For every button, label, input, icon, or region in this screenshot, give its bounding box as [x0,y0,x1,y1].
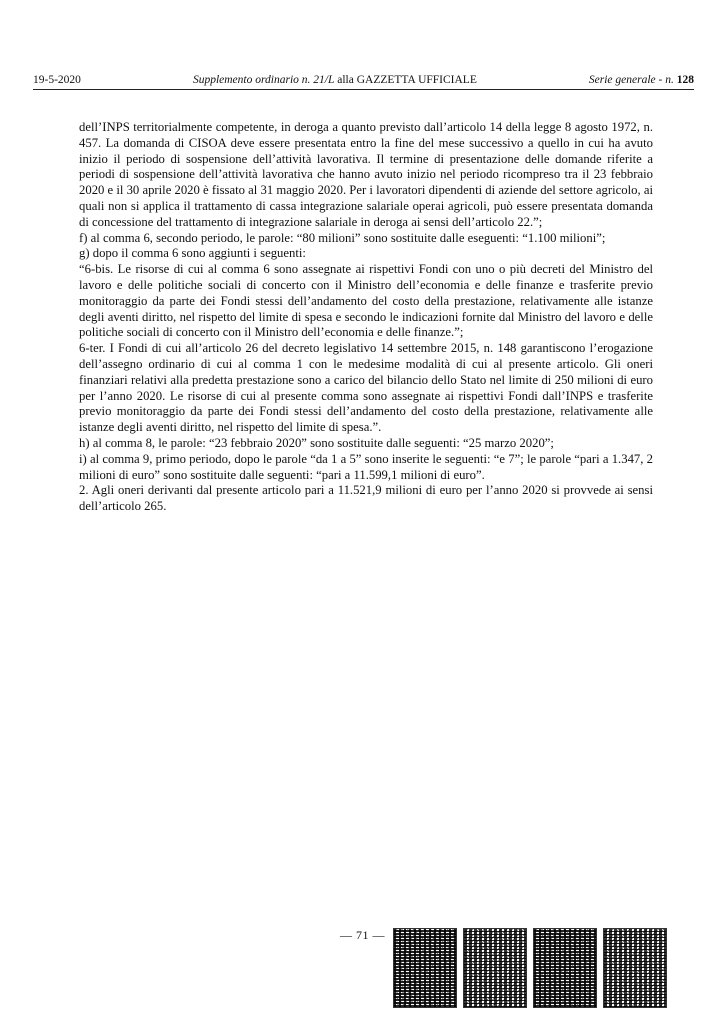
page-header [33,66,694,90]
header-gazette: alla GAZZETTA UFFICIALE [334,74,477,86]
header-gazette-title [193,74,477,86]
paragraph: g) dopo il comma 6 sono aggiunti i seguenti: [79,246,306,261]
document-body [79,120,653,515]
header-series [589,74,694,86]
header-supplement: Supplemento ordinario n. 21/L [192,74,335,86]
barcode-strip [393,928,667,1008]
paragraph: h) al comma 8, le parole: “23 febbraio 2020” sono sostituite dalle seguenti: “25 marzo 2020”; [79,435,554,450]
barcode-image [463,928,527,1008]
paragraph: i) al comma 9, primo periodo, dopo le parole “da 1 a 5” sono inserite le seguenti: “e 7”; le parole “pari a 1.347, 2 milioni di euro” sono sostituite dalle seguenti: “pari a 11.599,1 milioni di euro”. [79,451,653,482]
barcode-image [533,928,597,1008]
header-issue-number: 128 [676,74,694,86]
header-date: 19-5-2020 [33,74,81,86]
header-series-label: Serie generale - n. [588,74,677,86]
paragraph: “6-bis. Le risorse di cui al comma 6 sono assegnate ai rispettivi Fondi con uno o più decreti del Ministro del lavoro e delle politiche sociali di concerto con il Ministro dell’economia e delle finanze e trasferite previo monitoraggio da parte dei Fondi stessi dell’andamento del costo della prestazione, relativamente alle istanze degli aventi diritto, nel rispetto del limite di spesa e secondo le indicazioni fornite dal Ministro del lavoro e delle politiche sociali di concerto con il Ministro dell’economia e delle finanze.”; [79,262,653,340]
barcode-image [603,928,667,1008]
page-number: — 71 — [340,928,385,942]
paragraph: f) al comma 6, secondo periodo, le parole: “80 milioni” sono sostituite dalle eseguenti: “1.100 milioni”; [79,230,606,245]
paragraph: 6-ter. I Fondi di cui all’articolo 26 del decreto legislativo 14 settembre 2015, n. 148 garantiscono l’erogazione dell’assegno ordinario di cui al comma 1 con le medesime modalità di cui al presente articolo. Gli oneri finanziari relativi alla predetta prestazione sono a carico del bilancio dello Stato nel limite di 250 milioni di euro per l’anno 2020. Le risorse di cui al presente comma sono assegnate ai rispettivi Fondi dall’INPS e trasferite previo monitoraggio da parte dei Fondi stessi dell’andamento del costo della prestazione, relativamente alle istanze degli aventi diritto, nel rispetto del limite di spesa.”. [79,341,653,435]
paragraph: dell’INPS territorialmente competente, in deroga a quanto previsto dall’articolo 14 della legge 8 agosto 1972, n. 457. La domanda di CISOA deve essere presentata entro la fine del mese successivo a quello in cui ha avuto inizio il periodo di sospensione dell’attività lavorativa. Il termine di presentazione delle domande riferite a periodi di sospensione dell’attività lavorativa che hanno avuto inizio nel periodo ricompreso tra il 23 febbraio 2020 e il 30 aprile 2020 è fissato al 31 maggio 2020. Per i lavoratori dipendenti di aziende del settore agricolo, ai quali non si applica il trattamento di cassa integrazione salariale operai agricoli, può essere presentata domanda di concessione del trattamento di integrazione salariale in deroga ai sensi dell’articolo 22.”; [79,120,653,229]
barcode-image [393,928,457,1008]
paragraph: 2. Agli oneri derivanti dal presente articolo pari a 11.521,9 milioni di euro per l’anno 2020 si provvede ai sensi dell’articolo 265. [79,483,653,514]
